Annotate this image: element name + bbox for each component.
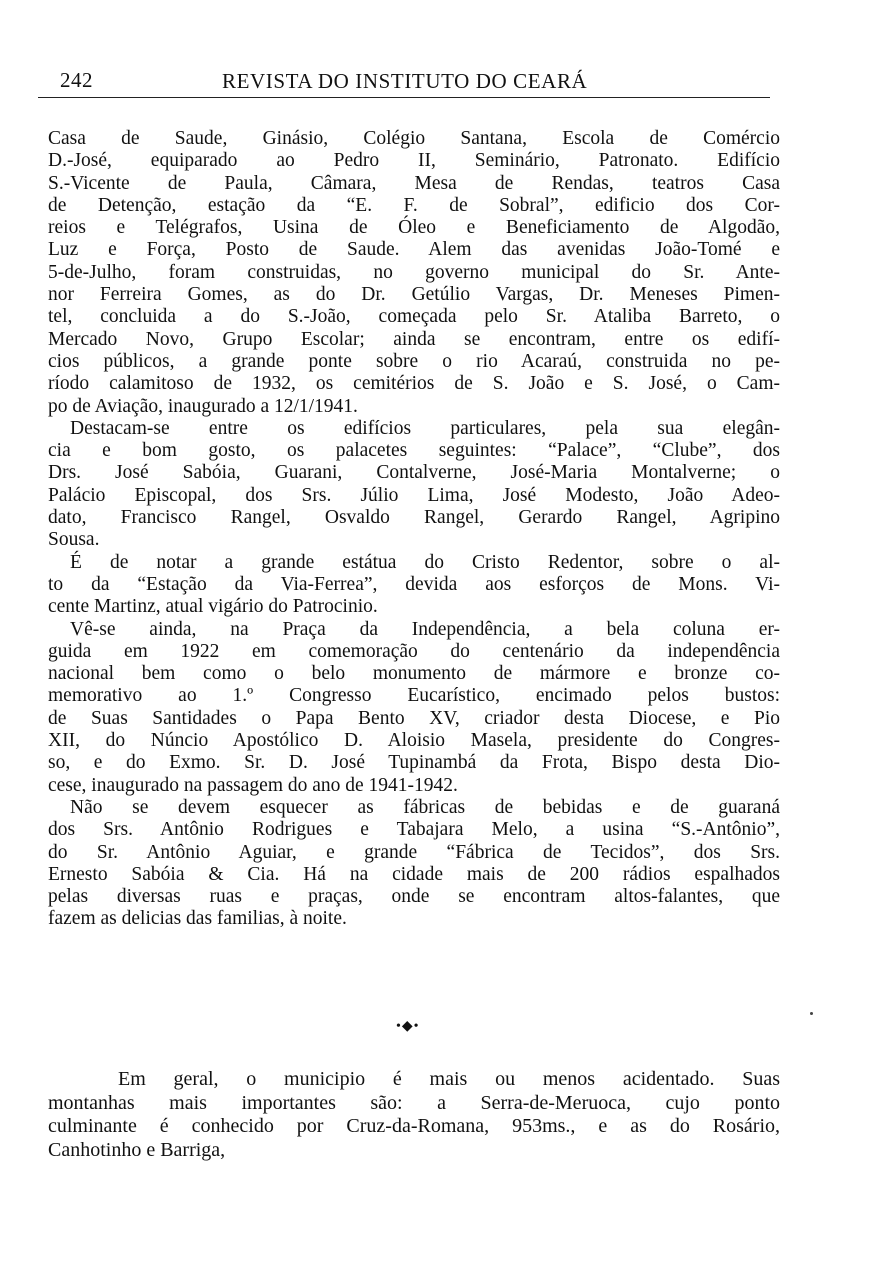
text-line: dos Srs. Antônio Rodrigues e Tabajara Melo, a usina “S.-Antônio”,	[48, 819, 780, 841]
text-line: Destacam-se entre os edifícios particulares, pela sua elegân-	[70, 417, 780, 439]
text-line: Em geral, o municipio é mais ou menos acidentado. Suas	[118, 1068, 780, 1090]
text-line: D.-José, equiparado ao Pedro II, Seminário, Patronato. Edifício	[48, 150, 780, 172]
running-title: REVISTA DO INSTITUTO DO CEARÁ	[222, 69, 588, 93]
body-text-section-2	[48, 1068, 780, 1162]
text-line: 5-de-Julho, foram construidas, no governo municipal do Sr. Ante-	[48, 261, 780, 283]
text-line: XII, do Núncio Apostólico D. Aloisio Masela, presidente do Congres-	[48, 730, 780, 752]
text-line: Luz e Força, Posto de Saude. Alem das avenidas João-Tomé e	[48, 239, 780, 261]
text-line: guida em 1922 em comemoração do centenário da independência	[48, 640, 780, 662]
text-line: fazem as delicias das familias, à noite.	[48, 908, 347, 930]
page-number: 242	[60, 68, 93, 92]
text-line: Ernesto Sabóia & Cia. Há na cidade mais de 200 rádios espalhados	[48, 863, 780, 885]
text-line: Casa de Saude, Ginásio, Colégio Santana, Escola de Comércio	[48, 128, 780, 149]
text-line: cios públicos, a grande ponte sobre o rio Acaraú, construida no pe-	[48, 350, 780, 372]
text-line: Palácio Episcopal, dos Srs. Júlio Lima, José Modesto, João Adeo-	[48, 484, 780, 506]
text-line: culminante é conhecido por Cruz-da-Romana, 953ms., e as do Rosário,	[48, 1115, 780, 1137]
page-header	[38, 64, 770, 100]
text-line: cia e bom gosto, os palacetes seguintes: “Palace”, “Clube”, dos	[48, 440, 780, 462]
text-line: S.-Vicente de Paula, Câmara, Mesa de Rendas, teatros Casa	[48, 172, 780, 194]
section-ornament: •◆•	[396, 1019, 420, 1034]
text-line: do Sr. Antônio Aguiar, e grande “Fábrica de Tecidos”, dos Srs.	[48, 841, 780, 863]
body-text	[48, 128, 780, 931]
text-line: nacional bem como o belo monumento de mármore e bronze co-	[48, 663, 780, 685]
text-line: to da “Estação da Via-Ferrea”, devida aos esforços de Mons. Vi-	[48, 573, 780, 595]
text-line: memorativo ao 1.º Congresso Eucarístico, encimado pelos bustos:	[48, 685, 780, 707]
text-line: tel, concluida a do S.-João, começada pelo Sr. Ataliba Barreto, o	[48, 306, 780, 328]
text-line: cente Martinz, atual vigário do Patrocinio.	[48, 596, 378, 618]
text-line: de Suas Santidades o Papa Bento XV, criador desta Diocese, e Pio	[48, 707, 780, 729]
text-line: montanhas mais importantes são: a Serra-de-Meruoca, cujo ponto	[48, 1091, 780, 1114]
text-line: Sousa.	[48, 529, 100, 551]
text-line: ríodo calamitoso de 1932, os cemitérios de S. João e S. José, o Cam-	[48, 373, 780, 395]
text-line: nor Ferreira Gomes, as do Dr. Getúlio Vargas, Dr. Meneses Pimen-	[48, 284, 780, 306]
text-line: reios e Telégrafos, Usina de Óleo e Beneficiamento de Algodão,	[48, 217, 780, 239]
text-line: Canhotinho e Barriga,	[48, 1138, 226, 1161]
header-rule	[38, 97, 770, 98]
text-line: Não se devem esquecer as fábricas de bebidas e de guaraná	[70, 796, 780, 818]
text-line: É de notar a grande estátua do Cristo Redentor, sobre o al-	[70, 551, 780, 573]
text-line: dato, Francisco Rangel, Osvaldo Rangel, Gerardo Rangel, Agripino	[48, 507, 780, 529]
text-line: pelas diversas ruas e praças, onde se encontram altos-falantes, que	[48, 886, 780, 908]
print-speck	[810, 1012, 813, 1015]
text-line: Mercado Novo, Grupo Escolar; ainda se encontram, entre os edifí-	[48, 328, 780, 350]
text-line: Drs. José Sabóia, Guarani, Contalverne, José-Maria Montalverne; o	[48, 462, 780, 484]
text-line: po de Aviação, inaugurado a 12/1/1941.	[48, 395, 358, 417]
text-line: de Detenção, estação da “E. F. de Sobral”, edificio dos Cor-	[48, 194, 780, 216]
text-line: cese, inaugurado na passagem do ano de 1941-1942.	[48, 774, 458, 796]
text-line: Vê-se ainda, na Praça da Independência, a bela coluna er-	[70, 618, 780, 640]
text-line: so, e do Exmo. Sr. D. José Tupinambá da Frota, Bispo desta Dio-	[48, 752, 780, 774]
